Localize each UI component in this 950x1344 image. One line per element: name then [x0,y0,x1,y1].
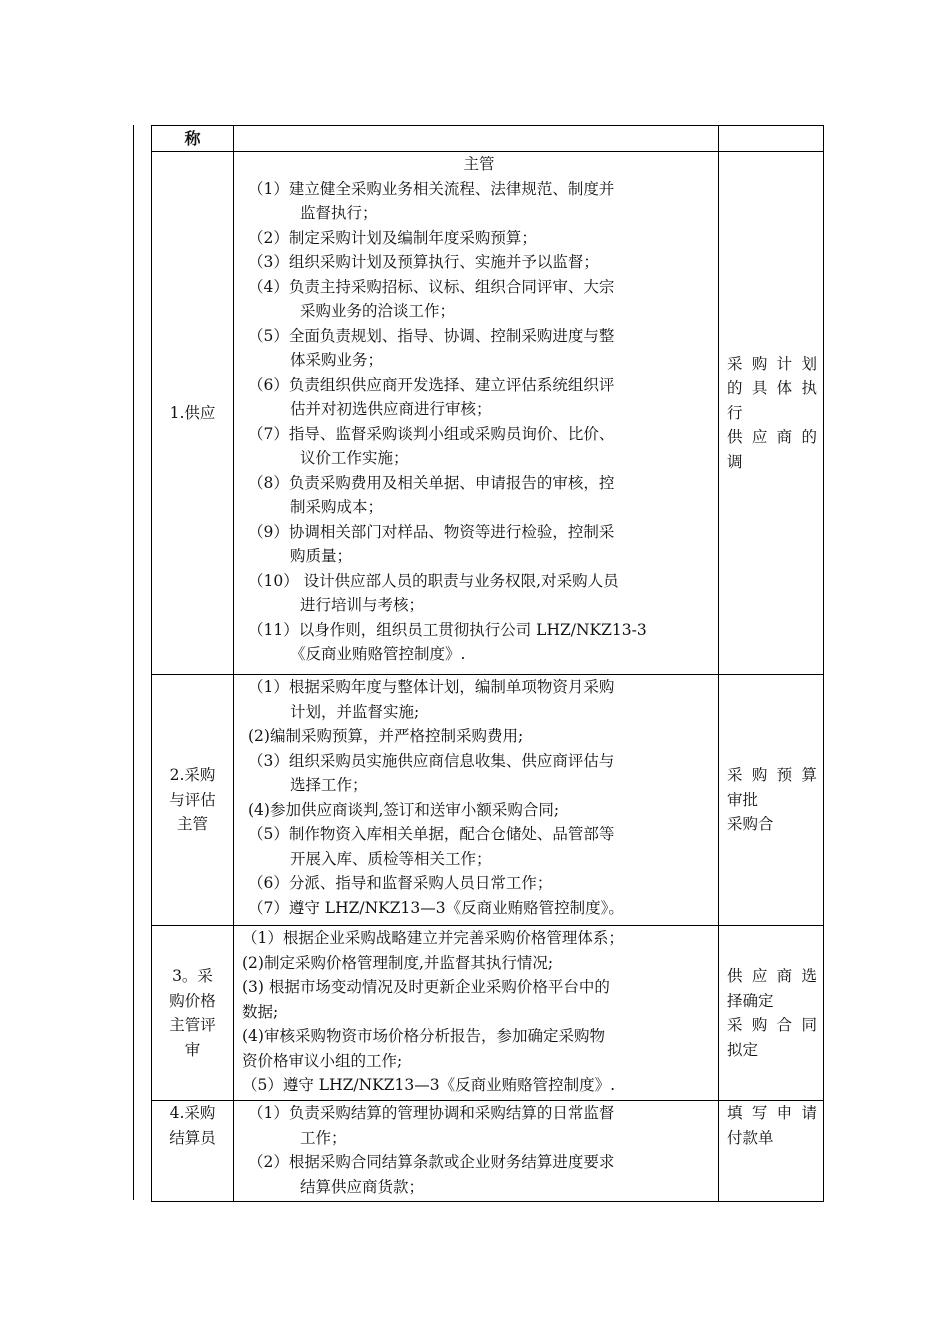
extra-line: 供应商的 [727,428,817,447]
extra-line: 采购预算 [727,766,817,785]
table-row [152,675,824,926]
extra-cell [719,152,824,675]
duties-cell [234,1101,719,1202]
duty-continuation: 选择工作； [290,776,368,794]
duty-item: （1）根据企业采购战略建立并完善采购价格管理体系； [242,929,624,947]
extra-line: 择确定 [727,991,774,1010]
role-label: 3。采 [172,967,213,985]
duty-item: （6）负责组织供应商开发选择、建立评估系统组织评 [248,375,615,394]
role-cell [152,926,234,1101]
duty-title: 主管 [463,155,495,173]
duty-item: （1）建立健全采购业务相关流程、法律规范、制度并 [248,179,615,198]
duty-item: （4）负责主持采购招标、议标、组织合同评审、大宗 [248,277,615,296]
extra-line: 审批 [727,790,759,809]
duty-item: （5）遵守 LHZ/NKZ13—3《反商业贿赂管控制度》. [242,1076,616,1094]
header-extra-cell [719,126,824,152]
duty-item: (3) 根据市场变动情况及时更新企业采购价格平台中的 [242,978,610,996]
role-label: 2.采购 [169,766,216,785]
duty-item: （2）制定采购计划及编制年度采购预算； [248,228,537,247]
duty-item: 数据; [242,1002,279,1021]
duty-item: （9）协调相关部门对样品、物资等进行检验，控制采 [248,522,615,541]
duty-continuation: 估并对初选供应商进行审核； [290,400,492,418]
duty-item: （8）负责采购费用及相关单据、申请报告的审核，控 [248,473,615,492]
duty-item: （11）以身作则，组织员工贯彻执行公司 LHZ/NKZ13-3 [248,620,647,639]
extra-cell [719,1101,824,1202]
duties-cell [234,152,719,675]
role-label: 主管评 [169,1016,216,1034]
duties-cell [234,926,719,1101]
role-label: 主管 [176,815,208,834]
duty-continuation: 进行培训与考核； [300,596,425,614]
duty-continuation: 结算供应商货款； [300,1177,425,1196]
duty-continuation: 监督执行； [300,204,378,222]
role-label: 审 [184,1040,201,1059]
duty-item: (4)参加供应商谈判,签订和送审小额采购合同; [248,800,560,819]
duty-item: （2）根据采购合同结算条款或企业财务结算进度要求 [248,1153,615,1171]
table-row [152,152,824,675]
duty-continuation: 议价工作实施； [300,449,409,467]
role-label: 结算员 [169,1128,216,1147]
duty-continuation: 工作； [300,1128,347,1147]
role-label: 4.采购 [169,1104,216,1122]
duty-item: (2)制定采购价格管理制度,并监督其执行情况; [242,953,554,972]
duty-continuation: 购质量； [290,547,353,565]
table-row [152,926,824,1101]
extra-line: 行 [727,403,743,422]
duty-item: （7）遵守 LHZ/NKZ13—3《反商业贿赂管控制度》。 [248,898,624,917]
duty-continuation: 开展入库、质检等相关工作； [290,849,492,868]
header-duty-cell [234,126,719,152]
outer-frame-line [133,125,134,1200]
duty-item: 资价格审议小组的工作; [242,1051,403,1070]
extra-line: 填写申请 [727,1104,817,1122]
extra-line: 拟定 [727,1040,759,1059]
duty-continuation: 体采购业务； [290,351,384,369]
duty-item: （1）负责采购结算的管理协调和采购结算的日常监督 [248,1104,615,1122]
table-row [152,1101,824,1202]
extra-line: 采购计划 [727,354,817,373]
extra-line: 的具体执 [727,379,817,398]
role-cell [152,1101,234,1202]
duty-item: （7）指导、监督采购谈判小组或采购员询价、比价、 [248,424,615,443]
role-label: 1.供应 [169,403,216,422]
extra-cell [719,926,824,1101]
extra-line: 调 [727,452,743,471]
role-cell [152,675,234,926]
role-label: 与评估 [169,790,216,809]
duty-continuation: 《反商业贿赂管控制度》. [290,645,466,663]
duty-item: （1）根据采购年度与整体计划，编制单项物资月采购 [248,678,615,696]
duty-continuation: 计划，并监督实施; [290,702,420,721]
role-label: 购价格 [169,991,216,1010]
duty-item: （5）全面负责规划、指导、协调、控制采购进度与整 [248,326,615,345]
duty-item: (4)审核采购物资市场价格分析报告，参加确定采购物 [242,1027,605,1045]
table-header-row [152,126,824,152]
extra-cell [719,675,824,926]
extra-line: 采购合 [727,815,774,834]
extra-line: 供应商选 [727,967,817,985]
duties-cell [234,675,719,926]
header-name-cell: 称 [152,126,234,152]
duty-continuation: 制采购成本； [290,498,384,516]
duty-item: (2)编制采购预算，并严格控制采购费用; [248,727,524,745]
duty-item: （3）组织采购计划及预算执行、实施并予以监督； [248,253,599,271]
duty-item: （6）分派、指导和监督采购人员日常工作； [248,874,553,892]
duty-item: （3）组织采购员实施供应商信息收集、供应商评估与 [248,751,615,770]
extra-line: 付款单 [727,1128,774,1147]
duty-continuation: 采购业务的洽谈工作； [300,302,456,320]
duties-table [151,125,824,1202]
duty-item: （10） 设计供应部人员的职责与业务权限,对采购人员 [248,571,619,590]
role-cell [152,152,234,675]
extra-line: 采购合同 [727,1016,817,1034]
duty-item: （5）制作物资入库相关单据，配合仓储处、品管部等 [248,825,615,843]
